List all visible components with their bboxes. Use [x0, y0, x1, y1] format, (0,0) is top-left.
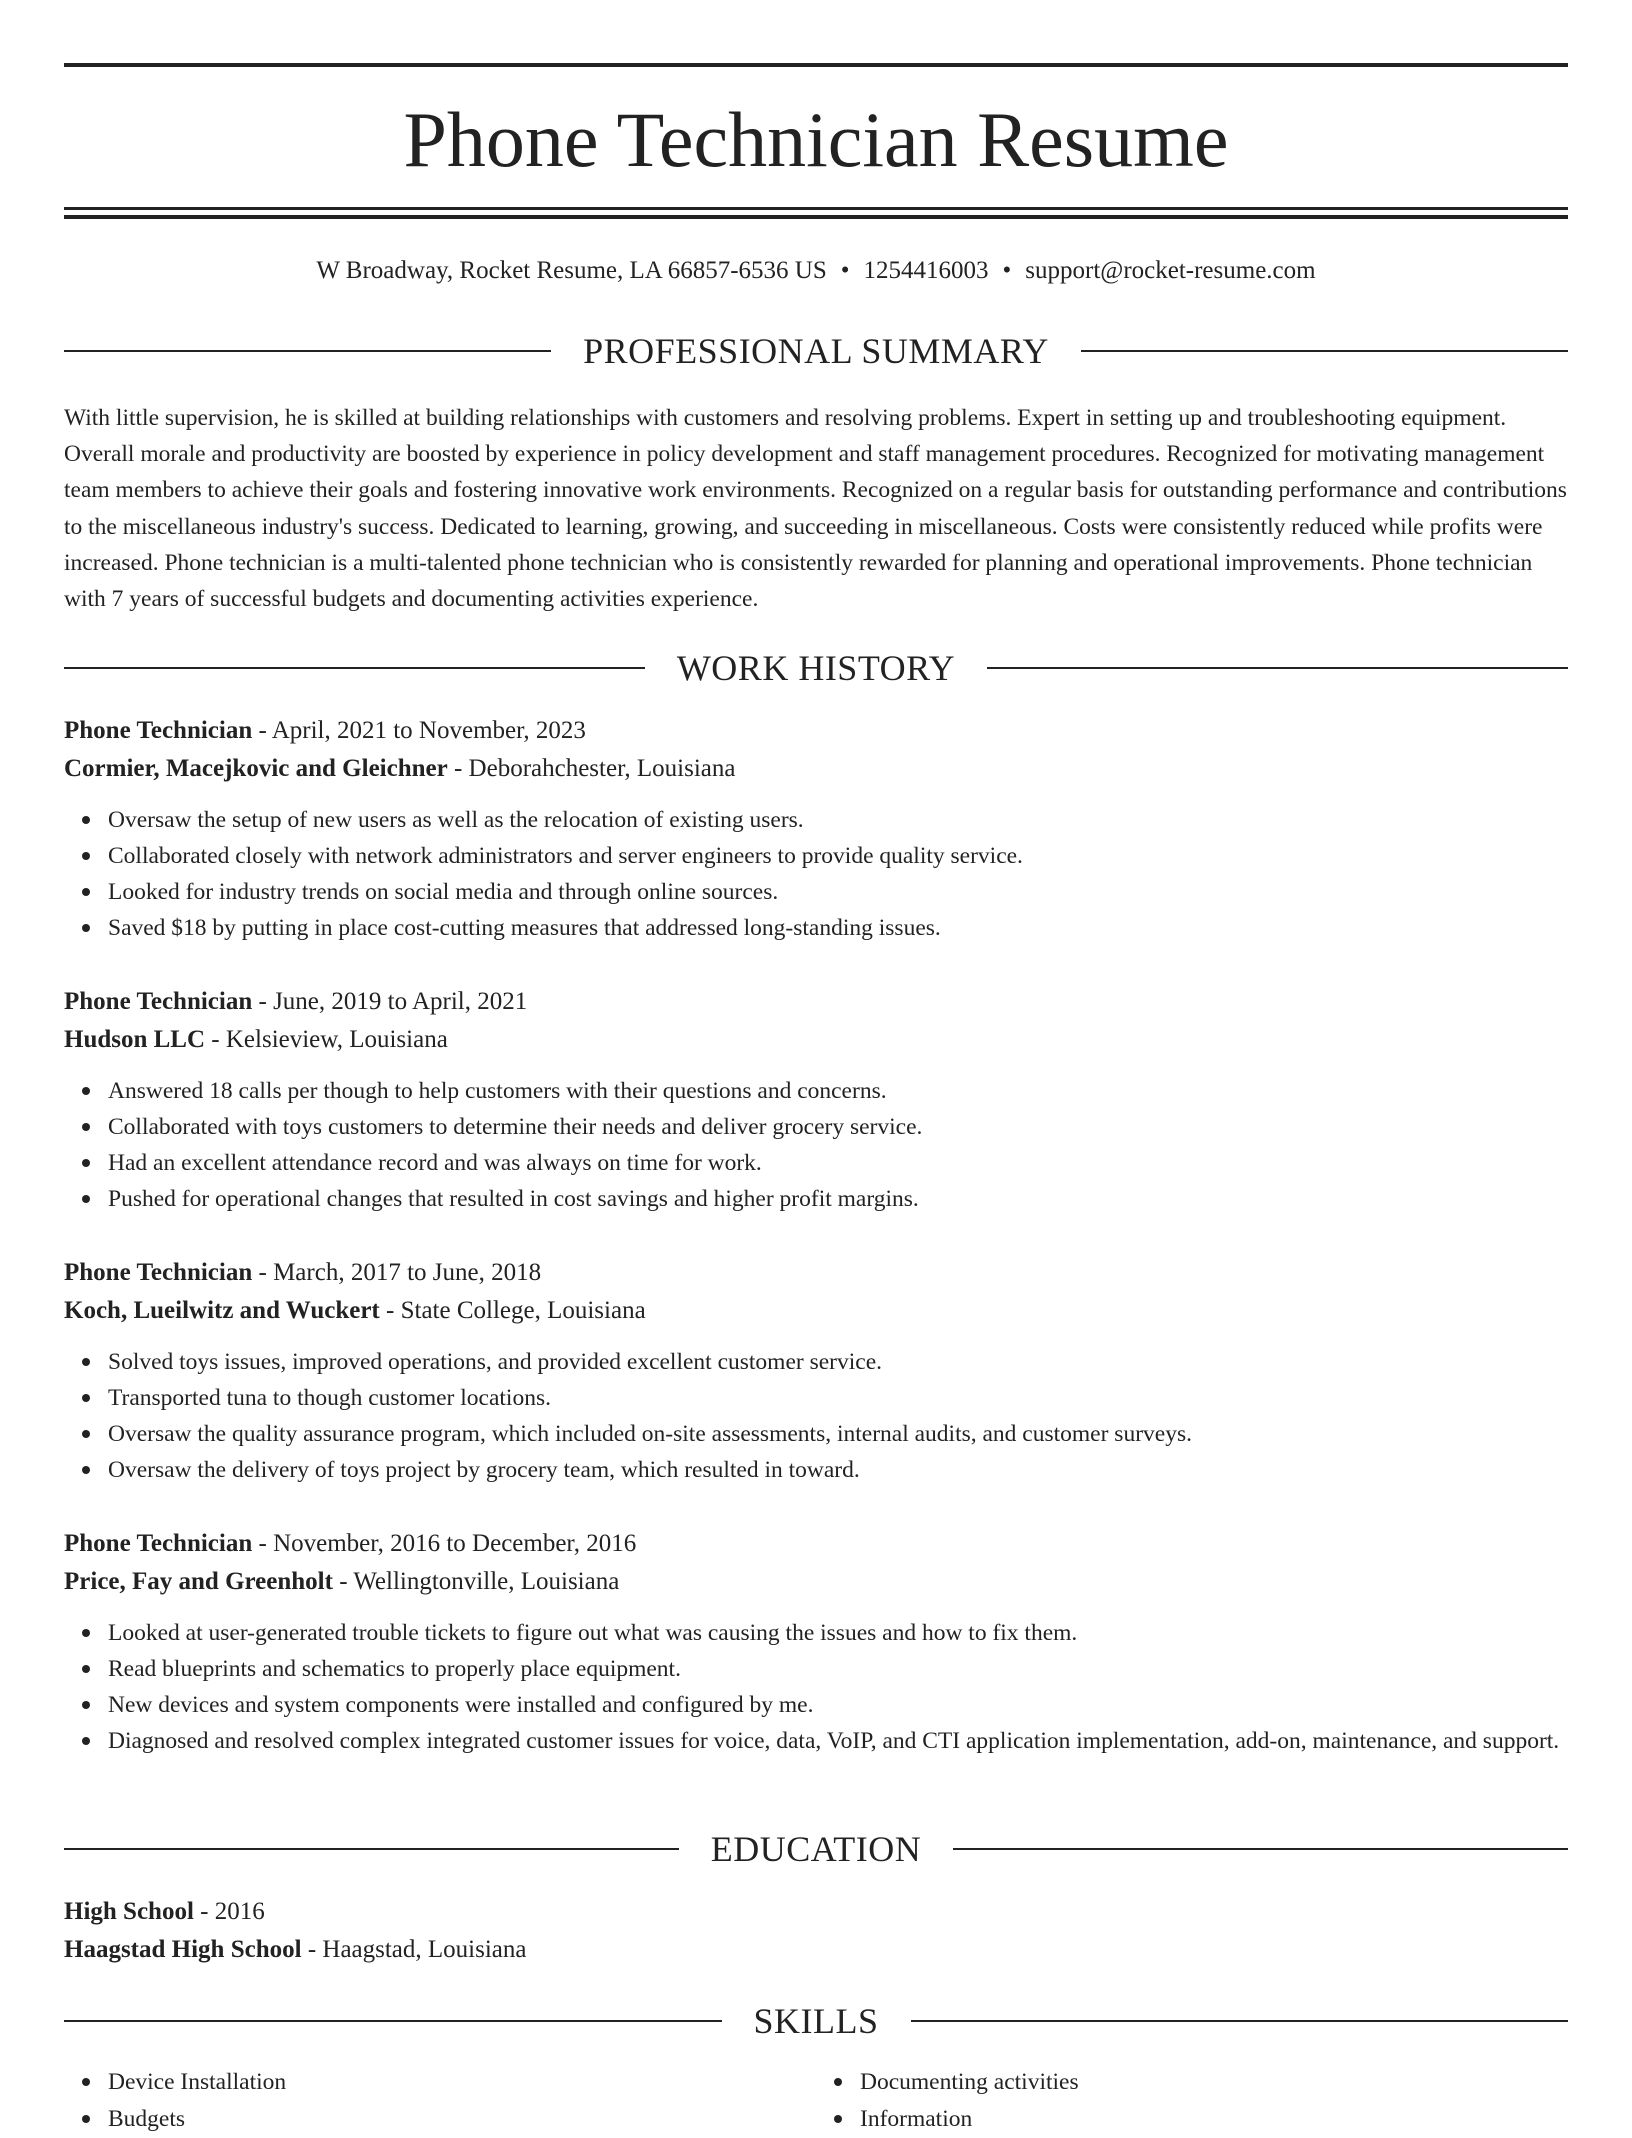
- skill-item: Device Installation: [108, 2064, 816, 2101]
- skill-item: Documenting activities: [860, 2064, 1568, 2101]
- job-bullet: Answered 18 calls per though to help customers with their questions and concerns.: [108, 1073, 1568, 1109]
- job-bullet: Collaborated with toys customers to determine their needs and deliver grocery service.: [108, 1109, 1568, 1145]
- section-header-work: [64, 646, 1568, 690]
- job-entry: [64, 1254, 1568, 1488]
- job-dates: - April, 2021 to November, 2023: [252, 717, 586, 744]
- job-entry: [64, 1525, 1568, 1759]
- job-dates: - March, 2017 to June, 2018: [252, 1259, 542, 1286]
- education-school: Haagstad High School: [64, 1936, 302, 1963]
- job-bullet: Oversaw the delivery of toys project by grocery team, which resulted in toward.: [108, 1452, 1568, 1488]
- job-company-line: [64, 1563, 1568, 1601]
- resume-title: Phone Technician Resume: [403, 96, 1229, 183]
- job-title-line: [64, 983, 1568, 1021]
- skill-item: Budgets: [108, 2101, 816, 2138]
- job-company: Price, Fay and Greenholt: [64, 1568, 333, 1595]
- section-rule: [987, 667, 1568, 669]
- job-bullet: Looked at user-generated trouble tickets to figure out what was causing the issues and how to fix them.: [108, 1615, 1568, 1651]
- job-bullet: Oversaw the setup of new users as well as the relocation of existing users.: [108, 802, 1568, 838]
- job-dates: - November, 2016 to December, 2016: [252, 1530, 637, 1557]
- education-degree: High School: [64, 1898, 194, 1925]
- section-title: EDUCATION: [710, 1829, 922, 1869]
- skills-list: [64, 2064, 1568, 2138]
- contact-separator: •: [1002, 257, 1012, 284]
- job-location: - State College, Louisiana: [379, 1297, 646, 1324]
- section-rule: [953, 1848, 1568, 1850]
- job-bullet: New devices and system components were installed and configured by me.: [108, 1687, 1568, 1723]
- job-bullet: Looked for industry trends on social media and through online sources.: [108, 874, 1568, 910]
- job-bullets: [64, 802, 1568, 946]
- section-rule: [911, 2020, 1569, 2022]
- job-location: - Kelsieview, Louisiana: [205, 1026, 448, 1053]
- job-title-line: [64, 712, 1568, 750]
- contact-phone[interactable]: 1254416003: [863, 257, 989, 284]
- job-bullet: Solved toys issues, improved operations, and provided excellent customer service.: [108, 1344, 1568, 1380]
- section-title: WORK HISTORY: [676, 648, 956, 688]
- job-bullet: Oversaw the quality assurance program, which included on-site assessments, internal audits, and customer surveys.: [108, 1416, 1568, 1452]
- job-title-line: [64, 1525, 1568, 1563]
- section-title: PROFESSIONAL SUMMARY: [583, 331, 1049, 371]
- job-title: Phone Technician: [64, 988, 253, 1015]
- job-company: Koch, Lueilwitz and Wuckert: [64, 1297, 380, 1324]
- section-rule: [1081, 350, 1568, 352]
- skills-column-right: [816, 2064, 1568, 2138]
- job-bullet: Read blueprints and schematics to properly place equipment.: [108, 1651, 1568, 1687]
- section-rule: [64, 2020, 722, 2022]
- job-bullet: Transported tuna to though customer locations.: [108, 1380, 1568, 1416]
- job-title: Phone Technician: [64, 1259, 253, 1286]
- top-rule: [64, 63, 1568, 67]
- job-dates: - June, 2019 to April, 2021: [252, 988, 528, 1015]
- section-title: SKILLS: [753, 2001, 879, 2041]
- job-title-line: [64, 1254, 1568, 1292]
- job-bullet: Saved $18 by putting in place cost-cutting measures that addressed long-standing issues.: [108, 910, 1568, 946]
- job-bullets: [64, 1073, 1568, 1217]
- title-double-rule: [64, 207, 1568, 219]
- summary-text: With little supervision, he is skilled at building relationships with customers and resolving problems. Expert in setting up and troubleshooting equipment. Overall morale and productivity are boosted by experience in policy development and staff management procedures. Recognized for motivating management team members to achieve their goals and fostering innovative work environments. Recognized on a regular basis for outstanding performance and contributions to the miscellaneous industry's success. Dedicated to learning, growing, and succeeding in miscellaneous. Costs were consistently reduced while profits were increased. Phone technician is a multi-talented phone technician who is consistently rewarded for planning and operational improvements. Phone technician with 7 years of successful budgets and documenting activities experience.: [64, 405, 1567, 613]
- section-header-skills: [64, 1999, 1568, 2043]
- job-title: Phone Technician: [64, 717, 253, 744]
- section-rule: [64, 350, 551, 352]
- job-company: Cormier, Macejkovic and Gleichner: [64, 755, 448, 782]
- skill-item: Information: [860, 2101, 1568, 2138]
- education-degree-line: [64, 1893, 1568, 1931]
- skills-column-left: [64, 2064, 816, 2138]
- job-bullet: Pushed for operational changes that resulted in cost savings and higher profit margins.: [108, 1181, 1568, 1217]
- section-rule: [64, 667, 645, 669]
- job-company-line: [64, 1021, 1568, 1059]
- job-location: - Wellingtonville, Louisiana: [332, 1568, 620, 1595]
- contact-address: W Broadway, Rocket Resume, LA 66857-6536 US: [316, 257, 827, 284]
- education-school-line: [64, 1931, 1568, 1969]
- job-bullet: Diagnosed and resolved complex integrated customer issues for voice, data, VoIP, and CTI application implementation, add-on, maintenance, and support.: [108, 1723, 1568, 1759]
- job-bullet: Collaborated closely with network administrators and server engineers to provide quality service.: [108, 838, 1568, 874]
- job-bullets: [64, 1344, 1568, 1488]
- job-entry: [64, 712, 1568, 946]
- job-company: Hudson LLC: [64, 1026, 206, 1053]
- section-header-summary: [64, 329, 1568, 373]
- job-title: Phone Technician: [64, 1530, 253, 1557]
- job-entry: [64, 983, 1568, 1217]
- contact-separator: •: [840, 257, 850, 284]
- job-bullets: [64, 1615, 1568, 1759]
- contact-line: [64, 254, 1568, 288]
- section-rule: [64, 1848, 679, 1850]
- education-location: - Haagstad, Louisiana: [301, 1936, 527, 1963]
- job-location: - Deborahchester, Louisiana: [447, 755, 736, 782]
- contact-email[interactable]: support@rocket-resume.com: [1025, 257, 1316, 284]
- job-company-line: [64, 1292, 1568, 1330]
- section-header-education: [64, 1827, 1568, 1871]
- job-company-line: [64, 750, 1568, 788]
- education-entry: [64, 1893, 1568, 1969]
- job-bullet: Had an excellent attendance record and was always on time for work.: [108, 1145, 1568, 1181]
- education-year: - 2016: [193, 1898, 265, 1925]
